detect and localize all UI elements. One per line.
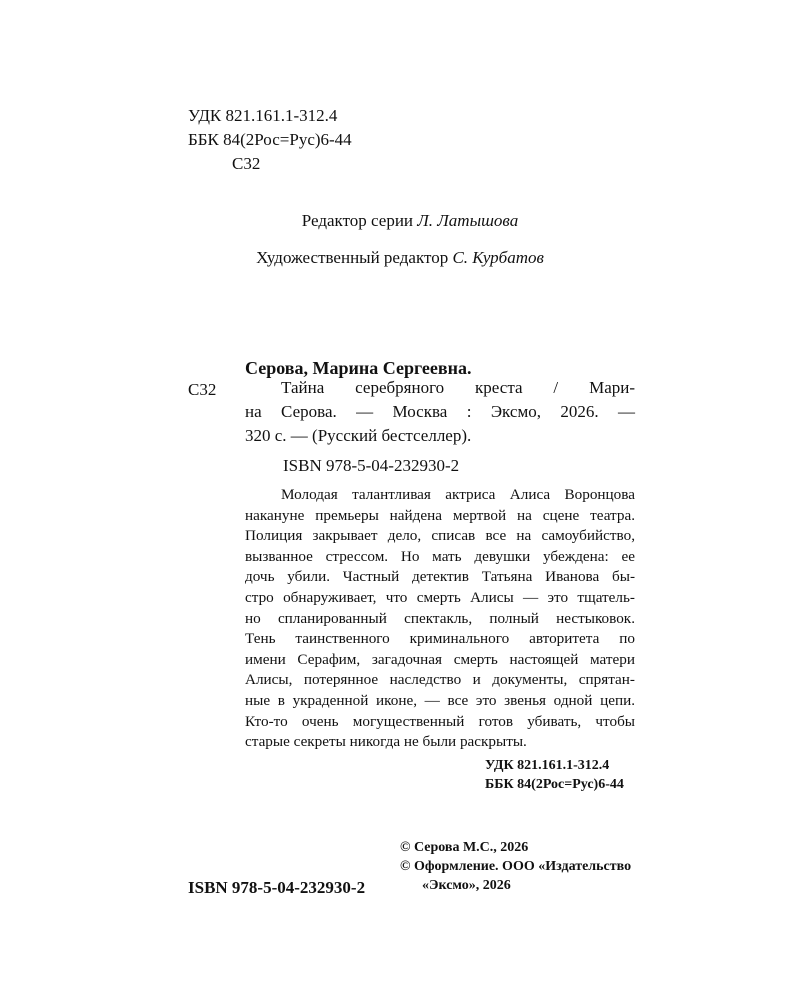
copyright-publisher: «Эксмо», 2026: [422, 878, 511, 893]
annotation-line: Кто-то очень могущественный готов убивать, чтобы: [245, 712, 635, 730]
udk-code-bottom: УДК 821.161.1-312.4: [485, 758, 610, 773]
annotation-line: дочь убили. Частный детектив Татьяна Иванова бы-: [245, 568, 635, 586]
annotation-line: накануне премьеры найдена мертвой на сцене театра.: [245, 506, 635, 524]
copyright-author: © Серова М.С., 2026: [400, 840, 529, 855]
series-editor-name: Л. Латышова: [417, 211, 519, 230]
isbn-bottom: ISBN 978-5-04-232930-2: [188, 878, 366, 897]
bib-line: 320 с. — (Русский бестселлер).: [245, 426, 472, 445]
classification-codes-bottom: [485, 756, 624, 794]
annotation-line: Алисы, потерянное наследство и документы, спрятан-: [245, 671, 635, 689]
series-editor-credit: [0, 209, 800, 233]
copyright-block: [400, 838, 631, 895]
annotation-line: имени Серафим, загадочная смерть настоящей матери: [245, 650, 635, 668]
bib-description: [245, 376, 635, 448]
bib-line: на Серова. — Москва : Эксмо, 2026. —: [245, 402, 635, 421]
art-editor-credit: [0, 246, 800, 270]
annotation-line: старые секреты никогда не были раскрыты.: [245, 733, 527, 751]
bbk-code: ББК 84(2Рос=Рус)6-44: [188, 130, 352, 149]
copyright-design: © Оформление. ООО «Издательство: [400, 859, 632, 874]
bib-mark: С32: [188, 380, 217, 399]
annotation-line: Молодая талантливая актриса Алиса Воронцова: [281, 486, 635, 503]
series-editor-label: Редактор серии: [301, 211, 414, 230]
annotation-line: Тень таинственного криминального авторитета по: [245, 630, 635, 648]
art-editor-label: Художественный редактор: [256, 248, 449, 267]
annotation: [245, 485, 635, 753]
author-mark: С32: [232, 154, 261, 173]
annotation-line: но спланированный спектакль, полный нестыковок.: [245, 609, 635, 627]
udk-code: УДК 821.161.1-312.4: [188, 106, 338, 125]
bib-author: Серова, Марина Сергеевна.: [245, 358, 472, 378]
art-editor-name: С. Курбатов: [452, 248, 544, 267]
isbn-middle: ISBN 978-5-04-232930-2: [283, 456, 460, 475]
annotation-line: ные в украденной иконе, — все это звенья одной цепи.: [245, 691, 635, 709]
annotation-line: стро обнаруживает, что смерть Алисы — это тщатель-: [245, 588, 635, 606]
classification-codes-top: [188, 104, 352, 176]
bib-line: Тайна серебряного креста / Мари-: [281, 378, 635, 397]
annotation-line: Полиция закрывает дело, списав все на самоубийство,: [245, 527, 635, 545]
bbk-code-bottom: ББК 84(2Рос=Рус)6-44: [485, 777, 624, 792]
annotation-line: вызванное стрессом. Но мать девушки убеждена: ее: [245, 547, 635, 565]
